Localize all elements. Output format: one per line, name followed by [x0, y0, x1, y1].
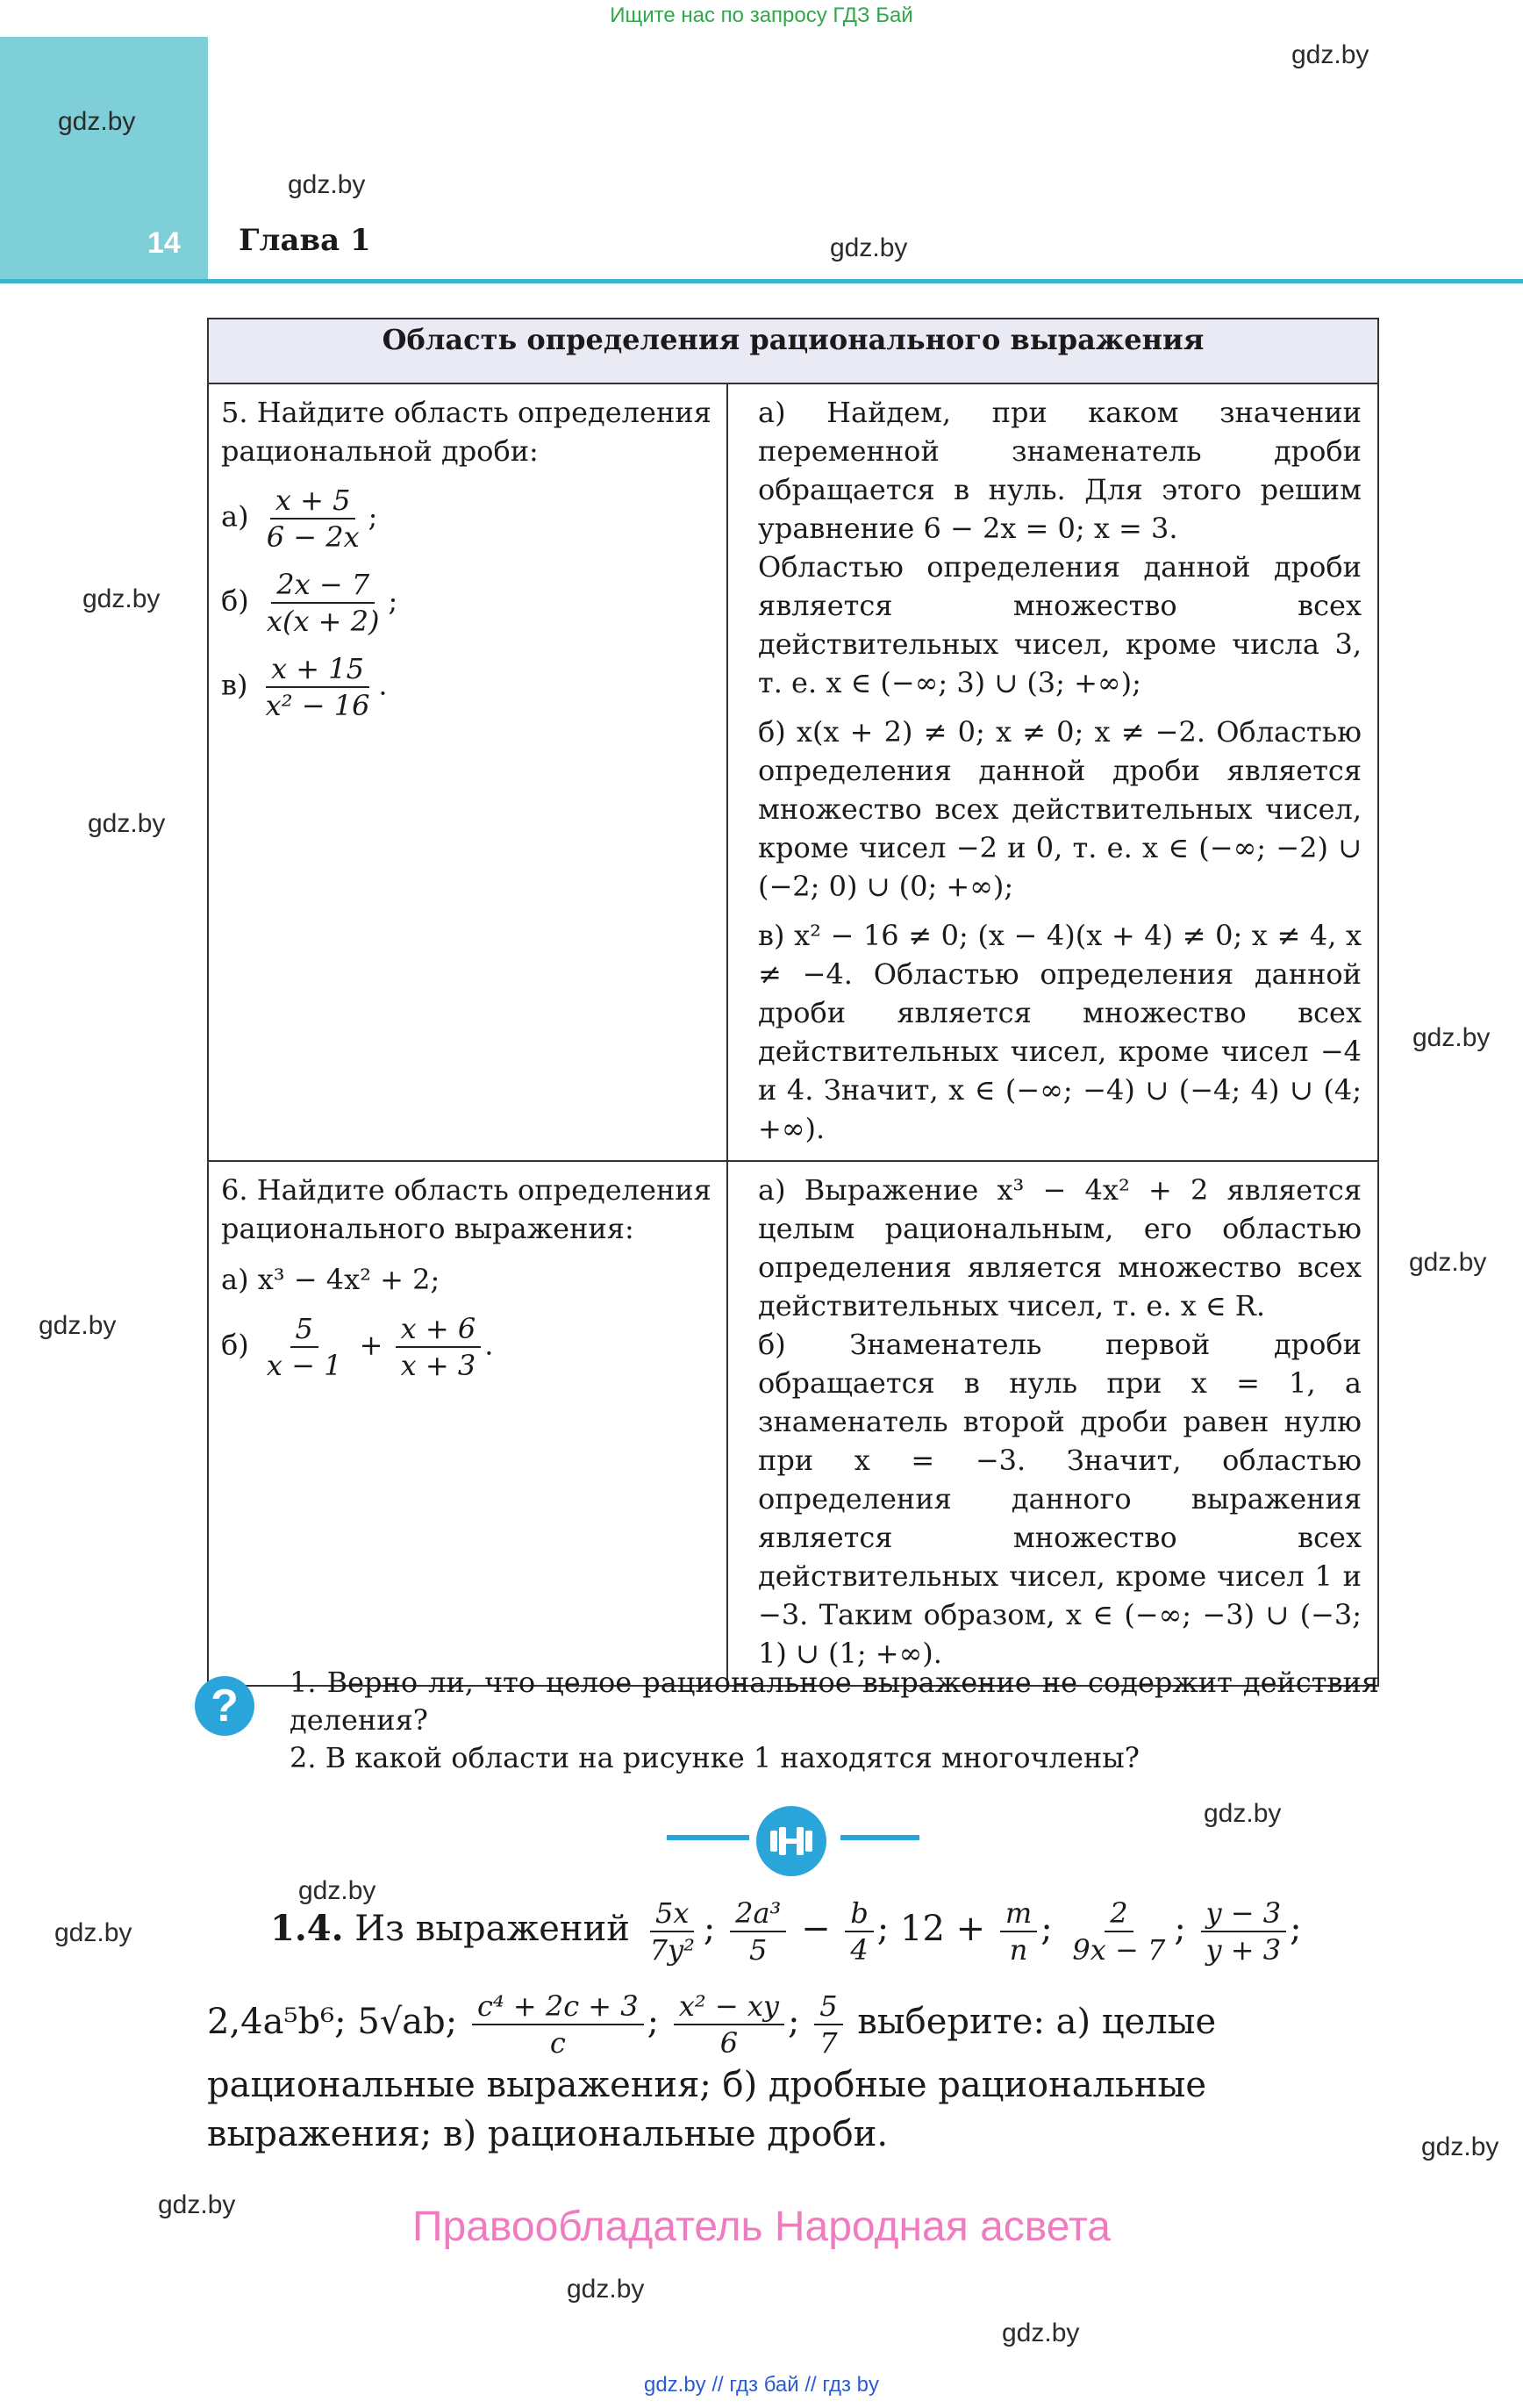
watermark: gdz.by	[88, 809, 166, 838]
watermark: gdz.by	[1412, 1023, 1491, 1052]
footer-links[interactable]: gdz.by // гдз бай // гдз by	[643, 2373, 880, 2397]
review-questions	[290, 1664, 1379, 1777]
question-1: 1. Верно ли, что целое рациональное выражение не содержит действия деления?	[290, 1666, 1379, 1737]
solution-5-cell	[727, 383, 1378, 1161]
watermark: gdz.by	[1002, 2318, 1080, 2347]
dumbbell-icon	[756, 1806, 826, 1876]
solution-5-v: в) x² − 16 ≠ 0; (x − 4)(x + 4) ≠ 0; x ≠ 4, x ≠ −4. Областью определения данной дроби является множество всех действительных чисел, кроме чисел −4 и 4. Значит, x ∈ (−∞; −4) ∪ (−4; 4) ∪ (4; +∞).	[758, 919, 1362, 1145]
table-title: Область определения рационального выражения	[208, 319, 1378, 383]
task-5-cell	[208, 383, 727, 1161]
watermark: gdz.by	[567, 2275, 645, 2304]
divider-line-right	[840, 1835, 919, 1840]
top-search-note: Ищите нас по запросу ГДЗ Бай	[610, 4, 913, 27]
watermark: gdz.by	[39, 1311, 117, 1340]
task-6-b: б) $\frac{5}{x - 1}$ + $\frac{x + 6}{x + 3}$ .	[221, 1312, 494, 1382]
watermark: gdz.by	[54, 1918, 132, 1947]
solution-6-a: а) Выражение x³ − 4x² + 2 является целым рациональным, его областью определения является множество всех действительных чисел, т. е. x ∈ R.	[758, 1173, 1362, 1322]
solution-5-a: а) Найдем, при каком значении переменной знаменатель дроби обращается в нуль. Для этого решим уравнение 6 − 2x = 0; x = 3.	[758, 396, 1362, 545]
exercise-number: 1.4.	[270, 1908, 344, 1949]
watermark: gdz.by	[1409, 1248, 1487, 1277]
chapter-title: Глава 1	[239, 223, 371, 258]
watermark: gdz.by	[1421, 2132, 1499, 2161]
exercise-1-4: 1.4. Из выражений $\frac{5x}{\text{7y²}}$ ; $\frac{\text{2a³}}{5}$ − $\frac{b}{4}$ ; 12 + $\frac{m}{n}$ ; $\frac{2}{9x - 7}$ ; $\frac{y - 3}{y + 3}$ ; 2,4a⁵b⁶; 5√ab; $\frac{\text{c⁴ + 2c + 3}}{c}$ ; $\frac{\text{x² − xy}}{6}$ ; $\frac{5}{7}$ выберите: а) целые рациональные выражения; б) дробные рациональные выражения; в) рациональные дроби.	[207, 1896, 1302, 2154]
task-5-v: в) $\frac{x + 15}{\text{x² − 16}}$ .	[221, 652, 388, 722]
divider-line-left	[667, 1835, 749, 1840]
watermark: gdz.by	[1204, 1799, 1282, 1828]
header-rule	[0, 279, 1523, 283]
watermark: gdz.by	[158, 2190, 236, 2219]
task-6-cell	[208, 1161, 727, 1686]
watermark: gdz.by	[82, 584, 161, 613]
page-number: 14	[147, 226, 181, 260]
task-6-text: 6. Найдите область определения рационального выражения:	[221, 1173, 711, 1245]
exercise-lead: Из выражений	[354, 1909, 630, 1949]
watermark: gdz.by	[830, 233, 908, 262]
question-icon: ?	[195, 1676, 254, 1736]
task-6-a: а) x³ − 4x² + 2;	[221, 1263, 440, 1296]
domain-table	[207, 318, 1379, 1687]
task-5-b: б) $\frac{2x - 7}{x(x + 2)}$ ;	[221, 568, 398, 638]
solution-6-cell	[727, 1161, 1378, 1686]
watermark: gdz.by	[288, 170, 366, 199]
exercise-tail: выберите: а) целые рациональные выражения; б) дробные рациональные выражения; в) рациональные дроби.	[207, 2002, 1217, 2154]
solution-5-a2: Областью определения данной дроби является множество всех действительных чисел, кроме числа 3, т. е. x ∈ (−∞; 3) ∪ (3; +∞);	[758, 550, 1362, 699]
solution-5-b: б) x(x + 2) ≠ 0; x ≠ 0; x ≠ −2. Областью определения данной дроби является множество всех действительных чисел, кроме чисел −2 и 0, т. е. x ∈ (−∞; −2) ∪ (−2; 0) ∪ (0; +∞);	[758, 715, 1362, 903]
task-5-text: 5. Найдите область определения рациональной дроби:	[221, 396, 711, 468]
task-5-a: а) $\frac{x + 5}{6 - 2x}$ ;	[221, 484, 378, 554]
watermark: gdz.by	[1291, 40, 1369, 69]
watermark: gdz.by	[298, 1876, 376, 1905]
watermark: gdz.by	[58, 107, 136, 136]
solution-6-b: б) Знаменатель первой дроби обращается в нуль при x = 1, а знаменатель второй дроби равен нулю при x = −3. Значит, областью определения данного выражения является множество всех действительных чисел, кроме чисел 1 и −3. Таким образом, x ∈ (−∞; −3) ∪ (−3; 1) ∪ (1; +∞).	[758, 1328, 1362, 1670]
question-2: 2. В какой области на рисунке 1 находятся многочлены?	[290, 1741, 1140, 1774]
copyright-notice: Правообладатель Народная асвета	[412, 2204, 1111, 2250]
